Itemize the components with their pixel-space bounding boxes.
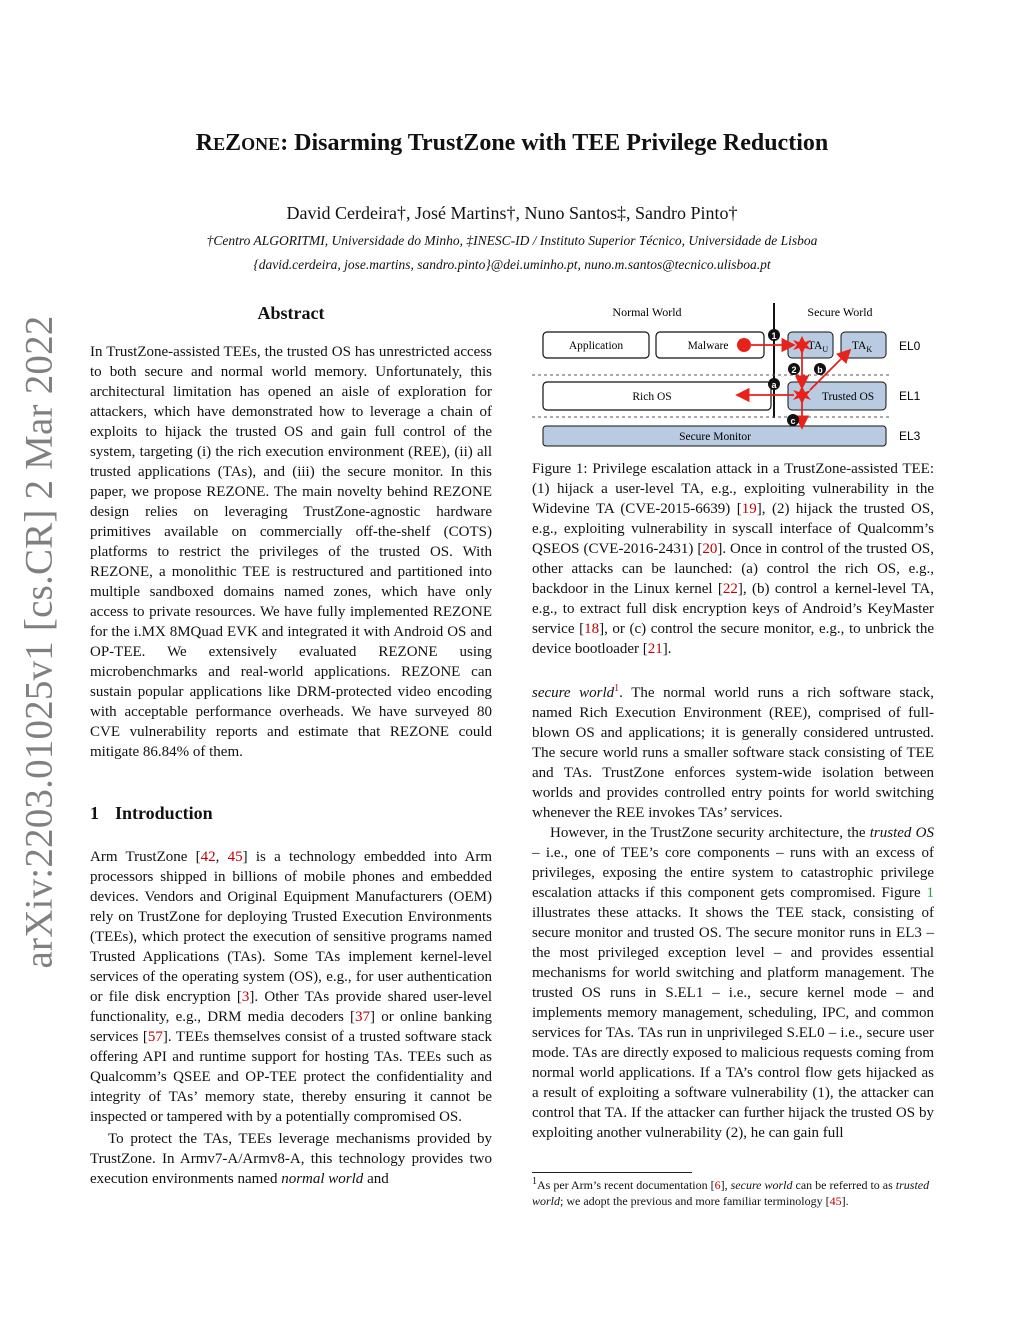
citation-link[interactable]: 6 [714, 1178, 721, 1192]
title-rest: : Disarming TrustZone with TEE Privilege Reduction [280, 130, 829, 156]
secure-monitor-label: Secure Monitor [679, 431, 751, 443]
figure-1-caption: Figure 1: Privilege escalation attack in a TrustZone-assisted TEE: (1) hijack a user-level TA, e.g., exploiting vulnerability in the Widevine TA (CVE-2015-6639) [19], (2) hijack the trusted OS, e.g., exploiting vulnerability in syscall interface of Qualcomm’s QSEOS (CVE-2016-2431) [20]. Once in control of the trusted OS, other attacks can be launched: (a) control the rich OS, e.g., backdoor in the Linux kernel [22], (b) control a kernel-level TA, e.g., to extract full disk encryption keys of Android’s KeyMaster service [18], or (c) control the secure monitor, e.g., to unbrick the device bootloader [21]. [532, 461, 935, 657]
el0-label: EL0 [899, 339, 921, 353]
step-badge-1-label: 1 [771, 331, 777, 341]
citation-link[interactable]: 42 [200, 849, 216, 865]
intro-paragraph-1: Arm TrustZone [42, 45] is a technology embedded into Arm processors shipped in billions of mobile phones and embedded devices. Vendors and Original Equipment Manufacturers (OEM) rely on TrustZone for deploying Trusted Execution Environments (TEEs), which protect the execution of sensitive programs named Trusted Applications (TAs). Some TAs implement kernel-level services of the operating system (OS), e.g., for user authentication or file disk encryption [3]. Other TAs provide shared user-level functionality, e.g., DRM media decoders [37] or online banking services [57]. TEEs themselves consist of a trusted software stack offering API and runtime support for hosting TAs. TEEs such as Qualcomm’s QSEE and OP-TEE protect the confidentiality and integrity of TAs’ memory state, thereby ensuring it cannot be inspected or tampered with by a potentially compromised OS. [90, 849, 493, 1125]
title-sc-small: E [213, 134, 226, 154]
citation-link[interactable]: 21 [647, 641, 663, 657]
abstract-heading: Abstract [257, 303, 325, 323]
application-label: Application [568, 340, 624, 352]
secure-world-label: Secure World [807, 305, 873, 319]
section-number: 1 [90, 803, 99, 823]
step-badge-c-label: c [790, 416, 796, 426]
section-title: Introduction [115, 803, 213, 823]
figure-1-diagram [532, 298, 934, 450]
step-badge-a-label: a [771, 380, 777, 390]
citation-link[interactable]: 45 [227, 849, 243, 865]
malware-label: Malware [687, 340, 729, 352]
citation-link[interactable]: 57 [147, 1029, 163, 1045]
footnote: $^1$As per Arm’s recent documentation [6], secure world can be referred to as trusted world; we adopt the previous and more familiar terminology [45]. [532, 1176, 930, 1208]
normal-world-label: Normal World [612, 305, 682, 319]
ta-kernel-label: $TA_K$ [851, 340, 873, 354]
trusted-os-label: Trusted OS [821, 391, 875, 403]
footnote-number: 1 [532, 1176, 537, 1187]
title-sc-letter: Z [225, 130, 242, 156]
citation-link[interactable]: 37 [355, 1009, 371, 1025]
footnote-rule [532, 1172, 692, 1173]
figure-1 [532, 298, 934, 450]
body-paragraph: secure world$^1$. The normal world runs a rich software stack, named Rich Execution Environment (REE), comprised of full-blown OS and applications; it is generally considered untrusted. The secure world runs a smaller software stack consisting of TEE and TAs. TrustZone enforces system-wide isolation between worlds and provides controlled entry points for world switching whenever the REE invokes TAs’ services. [532, 683, 934, 821]
right-column-body [532, 683, 934, 1143]
step-badge-b-label: b [817, 365, 823, 375]
section-heading [90, 803, 229, 824]
citation-link[interactable]: 20 [702, 541, 718, 557]
citation-link[interactable]: 45 [829, 1194, 842, 1208]
figure-link[interactable]: 1 [926, 885, 935, 901]
ta-user-label: $TA_U$ [807, 340, 829, 354]
step-badge-2-label: 2 [791, 365, 797, 375]
footnote-mark[interactable]: 1 [614, 683, 620, 694]
arxiv-sidebar [10, 315, 68, 969]
title-sc-letter: R [195, 130, 214, 156]
rich-os-label: Rich OS [632, 391, 672, 403]
abstract-text: In TrustZone-assisted TEEs, the trusted OS has unrestricted access to both secure and normal world memory. Unfortunately, this architectural limitation has opened an aisle of exploration for attackers, which have demonstrated how to leverage a chain of exploits to hijack the trusted OS and gain full control of the system, targeting (i) the rich execution environment (REE), (ii) all trusted applications (TAs), and (iii) the secure monitor. In this paper, we propose REZONE. The main novelty behind REZONE design relies on leveraging TrustZone-agnostic hardware primitives available on commercially off-the-shelf (COTS) platforms to restrict the privileges of the trusted OS. With REZONE, a monolithic TEE is restructured and partitioned into multiple sandboxed domains named zones, which have only access to private resources. We have fully implemented REZONE for the i.MX 8MQuad EVK and integrated it with Android OS and OP-TEE. We extensively evaluated REZONE using microbenchmarks and real-world applications. REZONE can sustain popular applications like DRM-protected video encoding with acceptable performance overheads. We have surveyed 80 CVE vulnerability reports and estimate that REZONE could mitigate 86.84% of them. [90, 344, 492, 760]
attacker-icon [737, 338, 751, 352]
intro-body [90, 847, 492, 1189]
el1-label: EL1 [899, 389, 921, 403]
affiliations: †Centro ALGORITMI, Universidade do Minho, ‡INESC-ID / Instituto Superior Técnico, Universidade de Lisboa [206, 233, 818, 248]
emphasis: secure world [532, 685, 615, 701]
abstract-body [90, 342, 492, 762]
intro-paragraph-2: To protect the TAs, TEEs leverage mechanisms provided by TrustZone. In Armv7-A/Armv8-A, this technology provides two execution environments named normal world and [90, 1131, 492, 1187]
citation-link[interactable]: 22 [722, 581, 738, 597]
author-emails: {david.cerdeira, jose.martins, sandro.pinto}@dei.uminho.pt, nuno.m.santos@tecnico.ulisboa.pt [253, 257, 771, 272]
citation-link[interactable]: 3 [241, 989, 250, 1005]
citation-link[interactable]: 19 [741, 501, 757, 517]
citation-link[interactable]: 18 [584, 621, 600, 637]
el3-label: EL3 [899, 429, 921, 443]
emphasis: trusted OS [869, 825, 934, 841]
paper-title [0, 130, 1024, 157]
title-sc-small: ONE [241, 134, 281, 154]
author-list: David Cerdeira†, José Martins†, Nuno Santos‡, Sandro Pinto† [286, 203, 738, 223]
arxiv-identifier[interactable]: arXiv:2203.01025v1 [cs.CR] 2 Mar 2022 [17, 315, 61, 969]
body-paragraph: However, in the TrustZone security architecture, the trusted OS – i.e., one of TEE’s core components – runs with an excess of privileges, exposing the entire system to catastrophic privilege escalation attacks if this component gets compromised. Figure 1 illustrates these attacks. It shows the TEE stack, consisting of secure monitor and trusted OS. The secure monitor runs in EL3 – the most privileged exception level – and provides essential mechanisms for world switching and platform management. The trusted OS runs in S.EL1 – i.e., secure kernel mode – and implements memory management, scheduling, IPC, and common services for TAs. TAs run in unprivileged S.EL0 – i.e., secure user mode. TAs are directly exposed to malicious requests coming from normal world applications. If a TA’s control flow gets hijacked as a result of exploiting a software vulnerability (1), the attacker can control that TA. If the attacker can further hijack the trusted OS by exploiting another vulnerability (2), he can gain full [532, 825, 935, 1141]
emphasis: normal world [281, 1171, 364, 1187]
